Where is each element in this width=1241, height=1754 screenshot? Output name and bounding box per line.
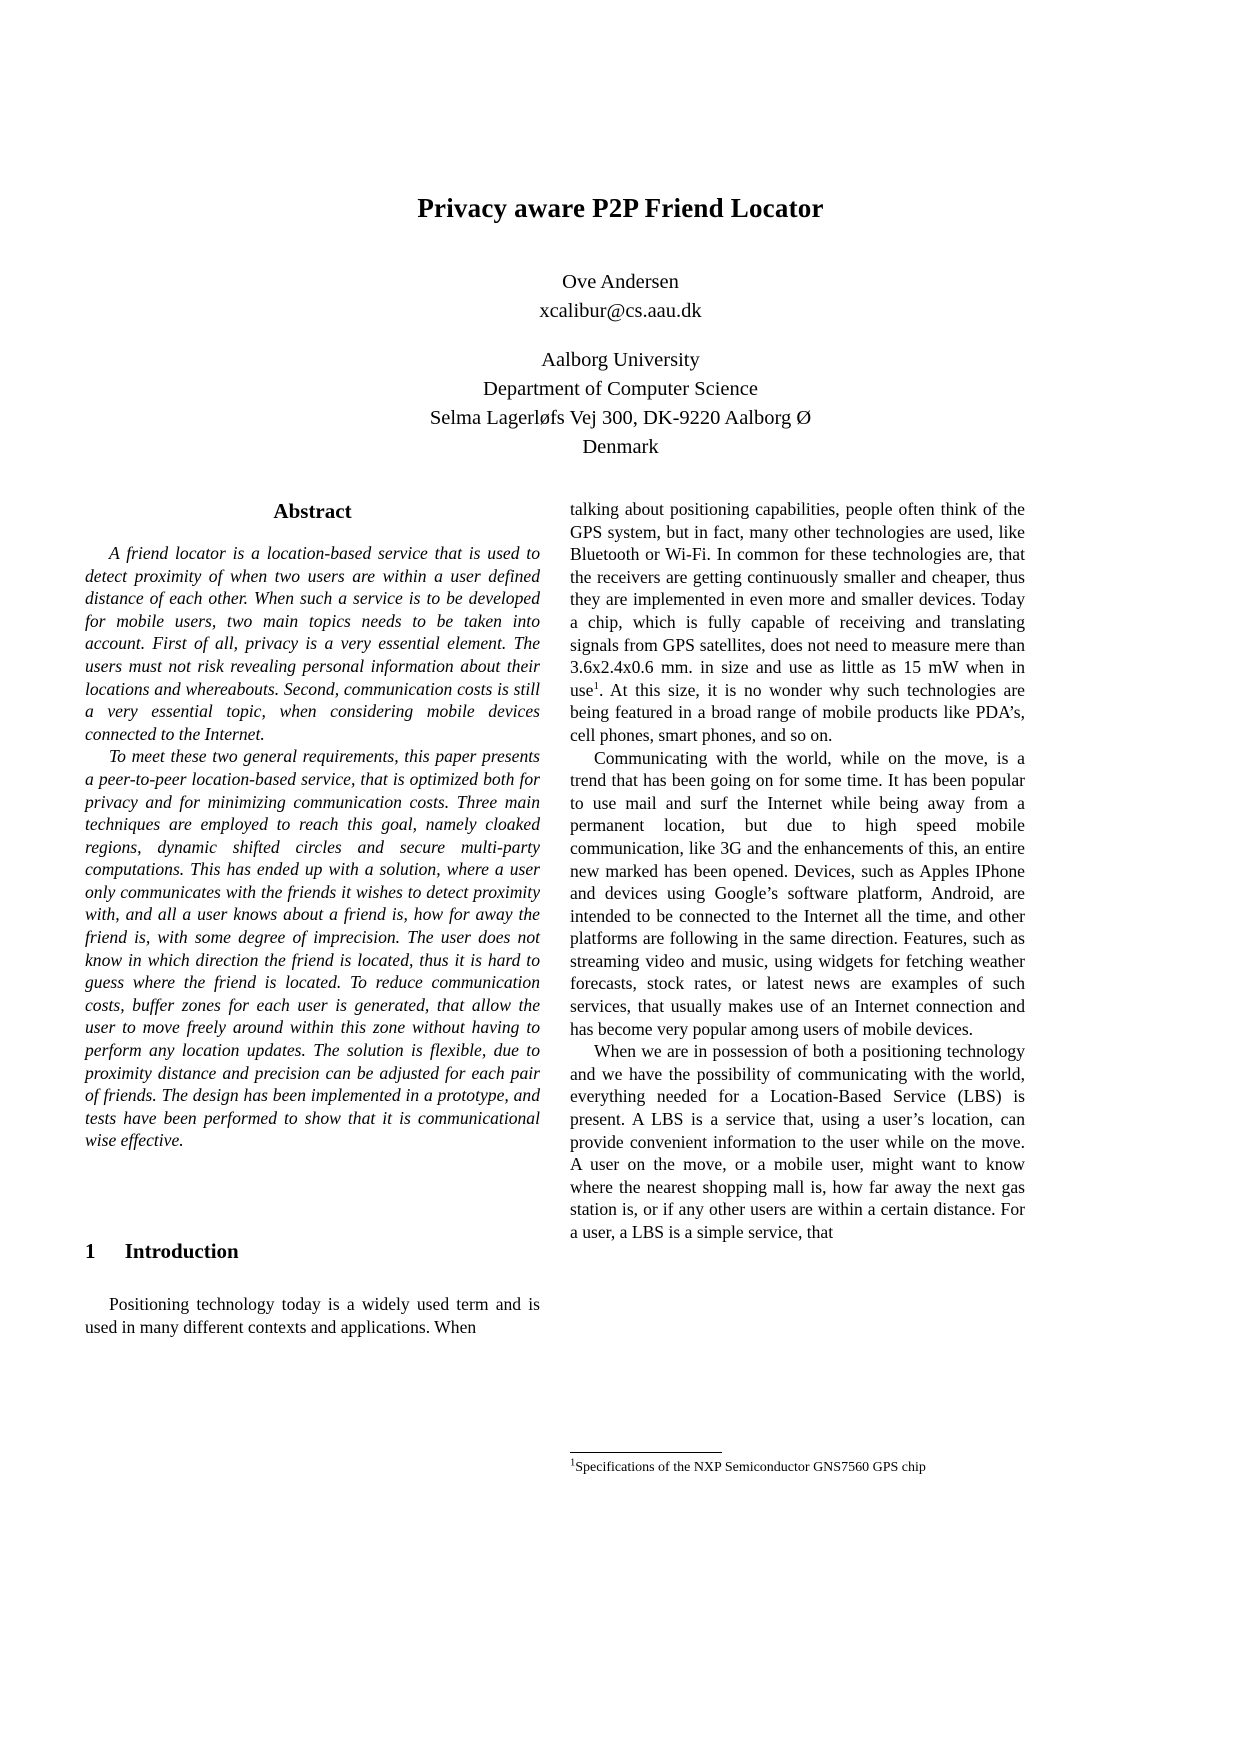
footnote-label: Specifications of the NXP Semiconductor GNS7560 GPS chip: [575, 1460, 926, 1475]
introduction-paragraph: Positioning technology today is a widely used term and is used in many different contexts and applications. When: [85, 1294, 540, 1337]
affiliation-block: [85, 346, 1156, 462]
left-column: [85, 498, 540, 1338]
abstract-paragraph: A friend locator is a location-based service that is used to detect proximity of when two users are within a user defined distance of each other. When such a service is to be developed for mobile users, two main topics needs to be taken into account. First of all, privacy is a very essential element. The users must not risk revealing personal information about their locations and whereabouts. Second, communication costs is still a very essential topic, when considering mobile devices connected to the Internet.: [85, 542, 540, 744]
footnote-reference[interactable]: 1: [593, 679, 599, 692]
author-name: Ove Andersen: [562, 271, 679, 293]
abstract-body: [85, 542, 540, 1152]
author-email: xcalibur@cs.aau.dk: [539, 300, 702, 323]
footnote-text: [570, 1459, 1025, 1477]
body-paragraph: When we are in possession of both a positioning technology and we have the possibility of communicating with the world, everything needed for a Location-Based Service (LBS) is present. A LBS is a service that, using a user’s location, can provide convenient information to the user while on the move. A user on the move, or a mobile user, might want to know where the nearest shopping mall is, how far away the next gas station is, or if any other users are within a certain distance. For a user, a LBS is a simple service, that: [570, 1041, 1025, 1242]
body-text-b: . At this size, it is no wonder why such technologies are being featured in a broad range of mobile products like PDA’s, cell phones, smart phones, and so on.: [570, 679, 1025, 745]
abstract-paragraph: To meet these two general requirements, this paper presents a peer-to-peer location-based service, that is optimized both for privacy and for minimizing communication costs. Three main techniques are employed to reach this goal, namely cloaked regions, dynamic shifted circles and secure multi-party computations. This has ended up with a solution, where a user only communicates with the friends it wishes to detect proximity with, and all a user knows about a friend is, how for away the friend is, with some degree of imprecision. The user does not know in which direction the friend is located, thus it is hard to guess where the friend is located. To reduce communication costs, buffer zones for each user is generated, that allow the user to move freely around within this zone without having to perform any location updates. The solution is flexible, due to proximity distance and precision can be adjusted for each pair of friends. The design has been implemented in a prototype, and tests have been performed to show that it is communicational wise effective.: [85, 746, 540, 1151]
footnote-block: [570, 1452, 1025, 1477]
affiliation-country: Denmark: [582, 436, 659, 459]
footnote-rule: [570, 1452, 722, 1453]
affiliation-address: Selma Lagerløfs Vej 300, DK-9220 Aalborg Ø: [429, 407, 812, 430]
author-block: [85, 268, 1156, 326]
body-paragraph: Communicating with the world, while on the move, is a trend that has been going on for some time. It has been popular to use mail and surf the Internet while being away from a permanent location, but due to high speed mobile communication, like 3G and the enhancements of this, an entire new marked has been opened. Devices, such as Apples IPhone and devices using Google’s software platform, Android, are intended to be connected to the Internet all the time, and other platforms are following in the same direction. Features, such as streaming video and music, using widgets for fetching weather forecasts, stock rates, or latest news are examples of such services, that usually makes use of an Internet connection and has become very popular among users of mobile devices.: [570, 747, 1025, 1039]
title-block: [85, 192, 1156, 224]
section-heading-introduction: [85, 1238, 540, 1265]
section-number: 1: [85, 1239, 96, 1264]
abstract-heading: Abstract: [273, 499, 352, 523]
footnote-marker: 1: [570, 1457, 576, 1469]
section-heading-label: Introduction: [124, 1239, 239, 1264]
body-paragraph: [570, 498, 1025, 747]
section-spacer: [85, 1152, 540, 1238]
body-text-a: talking about positioning capabilities, people often think of the GPS system, but in fact, many other technologies are used, like Bluetooth or Wi-Fi. In common for these technologies are, that the receivers are getting continuously smaller and cheaper, thus they are implemented in even more and smaller devices. Today a chip, which is fully capable of receiving and translating signals from GPS satellites, does not need to measure mere than 3.6x2.4x0.6 mm. in size and use as little as 15 mW when in use: [570, 499, 1025, 700]
affiliation-university: Aalborg University: [541, 349, 700, 371]
page-title: Privacy aware P2P Friend Locator: [417, 193, 824, 223]
heading-spacer: [85, 1265, 540, 1293]
affiliation-department: Department of Computer Science: [483, 378, 758, 401]
right-column: [570, 498, 1025, 1244]
